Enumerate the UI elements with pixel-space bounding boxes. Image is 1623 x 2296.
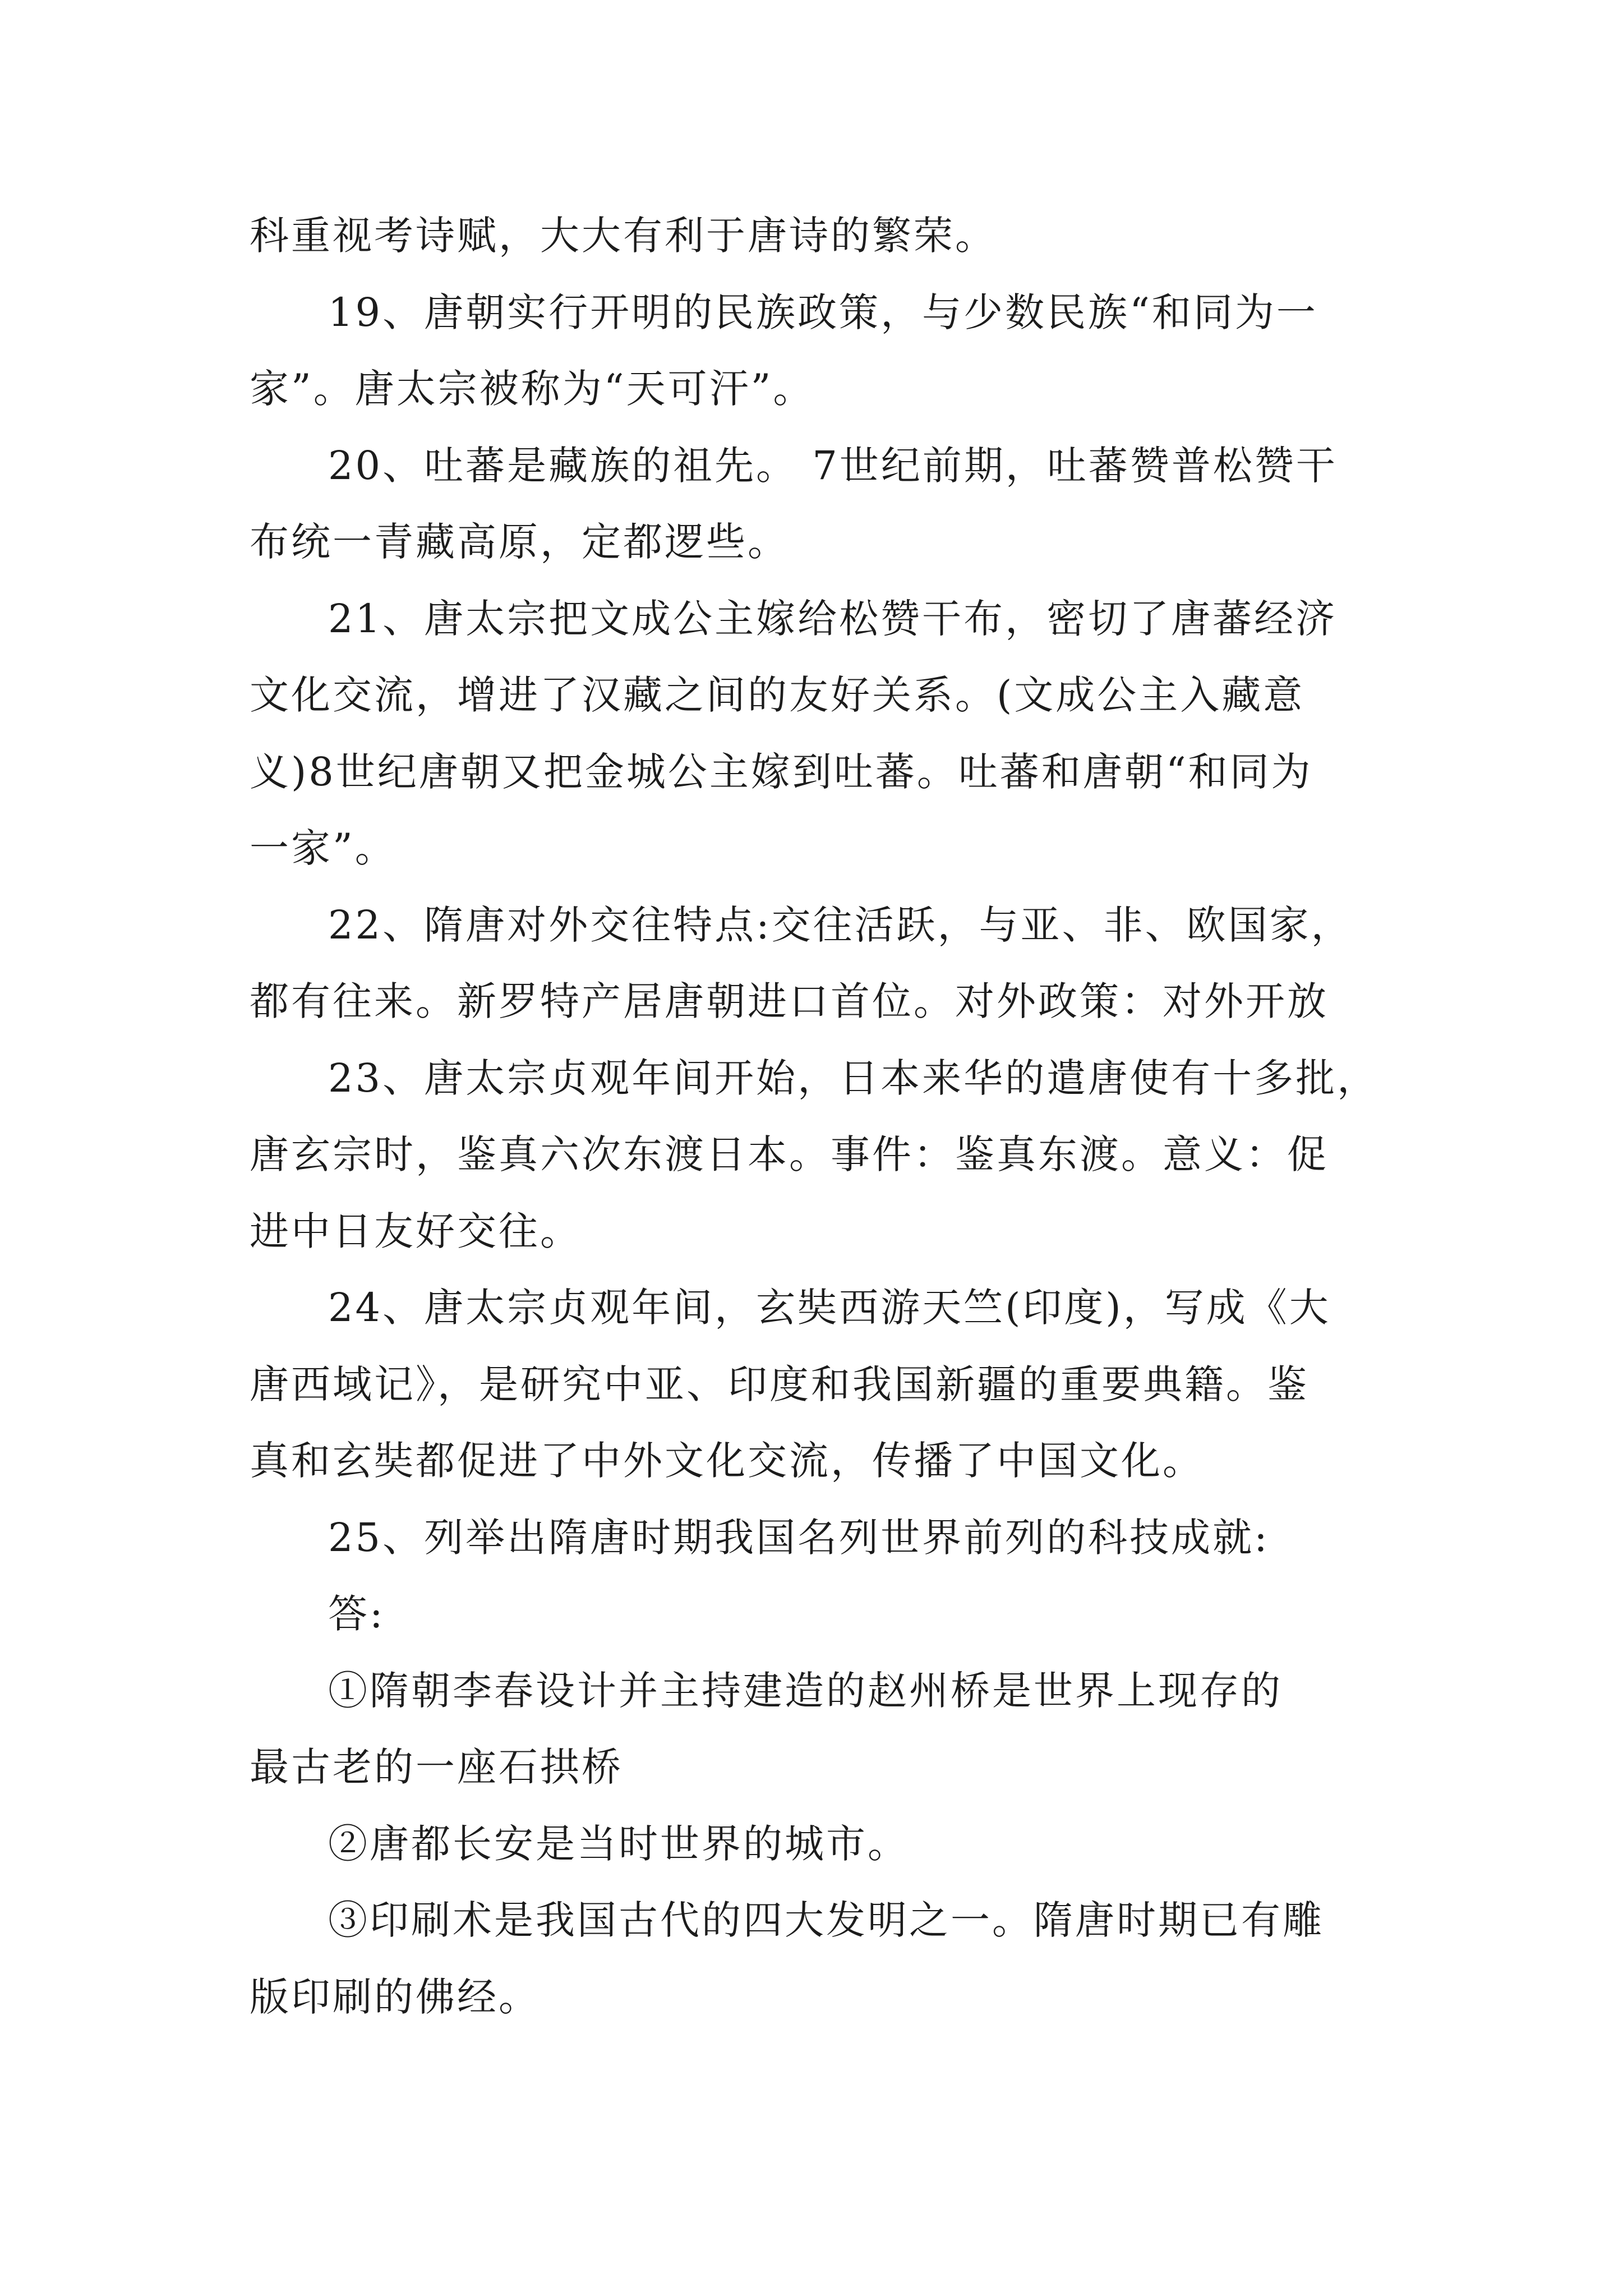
document-body [250, 197, 1377, 2035]
text-line: ③印刷术是我国古代的四大发明之一。隋唐时期已有雕 [328, 1897, 1324, 1943]
text-line: 25、列举出隋唐时期我国名列世界前列的科技成就: [328, 1514, 1270, 1561]
text-line: 最古老的一座石拱桥 [250, 1744, 623, 1790]
text-line: 22、隋唐对外交往特点:交往活跃，与亚、非、欧国家， [328, 901, 1353, 948]
text-line: 义)8世纪唐朝又把金城公主嫁到吐蕃。吐蕃和唐朝“和同为 [250, 748, 1313, 795]
text-line: 19、唐朝实行开明的民族政策，与少数民族“和同为一 [328, 289, 1318, 335]
text-line: 都有往来。新罗特产居唐朝进口首位。对外政策：对外开放 [250, 978, 1329, 1024]
text-line: ①隋朝李春设计并主持建造的赵州桥是世界上现存的 [328, 1667, 1283, 1714]
text-line: ②唐都长安是当时世界的城市。 [328, 1820, 909, 1867]
text-line: 24、唐太宗贞观年间，玄奘西游天竺(印度)，写成《大 [328, 1285, 1331, 1331]
text-line: 20、吐蕃是藏族的祖先。 7世纪前期，吐蕃赞普松赞干 [328, 442, 1338, 489]
text-line: 唐玄宗时，鉴真六次东渡日本。事件：鉴真东渡。意义：促 [250, 1131, 1329, 1177]
text-line: 文化交流，增进了汉藏之间的友好关系。(文成公主入藏意 [250, 672, 1305, 718]
text-line: 科重视考诗赋，大大有利于唐诗的繁荣。 [250, 213, 997, 259]
text-line: 答: [328, 1591, 385, 1637]
text-line: 版印刷的佛经。 [250, 1973, 540, 2020]
text-line: 真和玄奘都促进了中外文化交流，传播了中国文化。 [250, 1438, 1204, 1484]
text-line: 进中日友好交往。 [250, 1208, 582, 1254]
text-line: 一家”。 [250, 825, 396, 871]
text-line: 唐西域记》，是研究中亚、印度和我国新疆的重要典籍。鉴 [250, 1361, 1309, 1407]
text-line: 21、唐太宗把文成公主嫁给松赞干布，密切了唐蕃经济 [328, 595, 1338, 642]
text-line: 23、唐太宗贞观年间开始，日本来华的遣唐使有十多批， [328, 1055, 1379, 1101]
text-line: 布统一青藏高原，定都逻些。 [250, 519, 789, 565]
text-line: 家”。唐太宗被称为“天可汗”。 [250, 366, 815, 412]
